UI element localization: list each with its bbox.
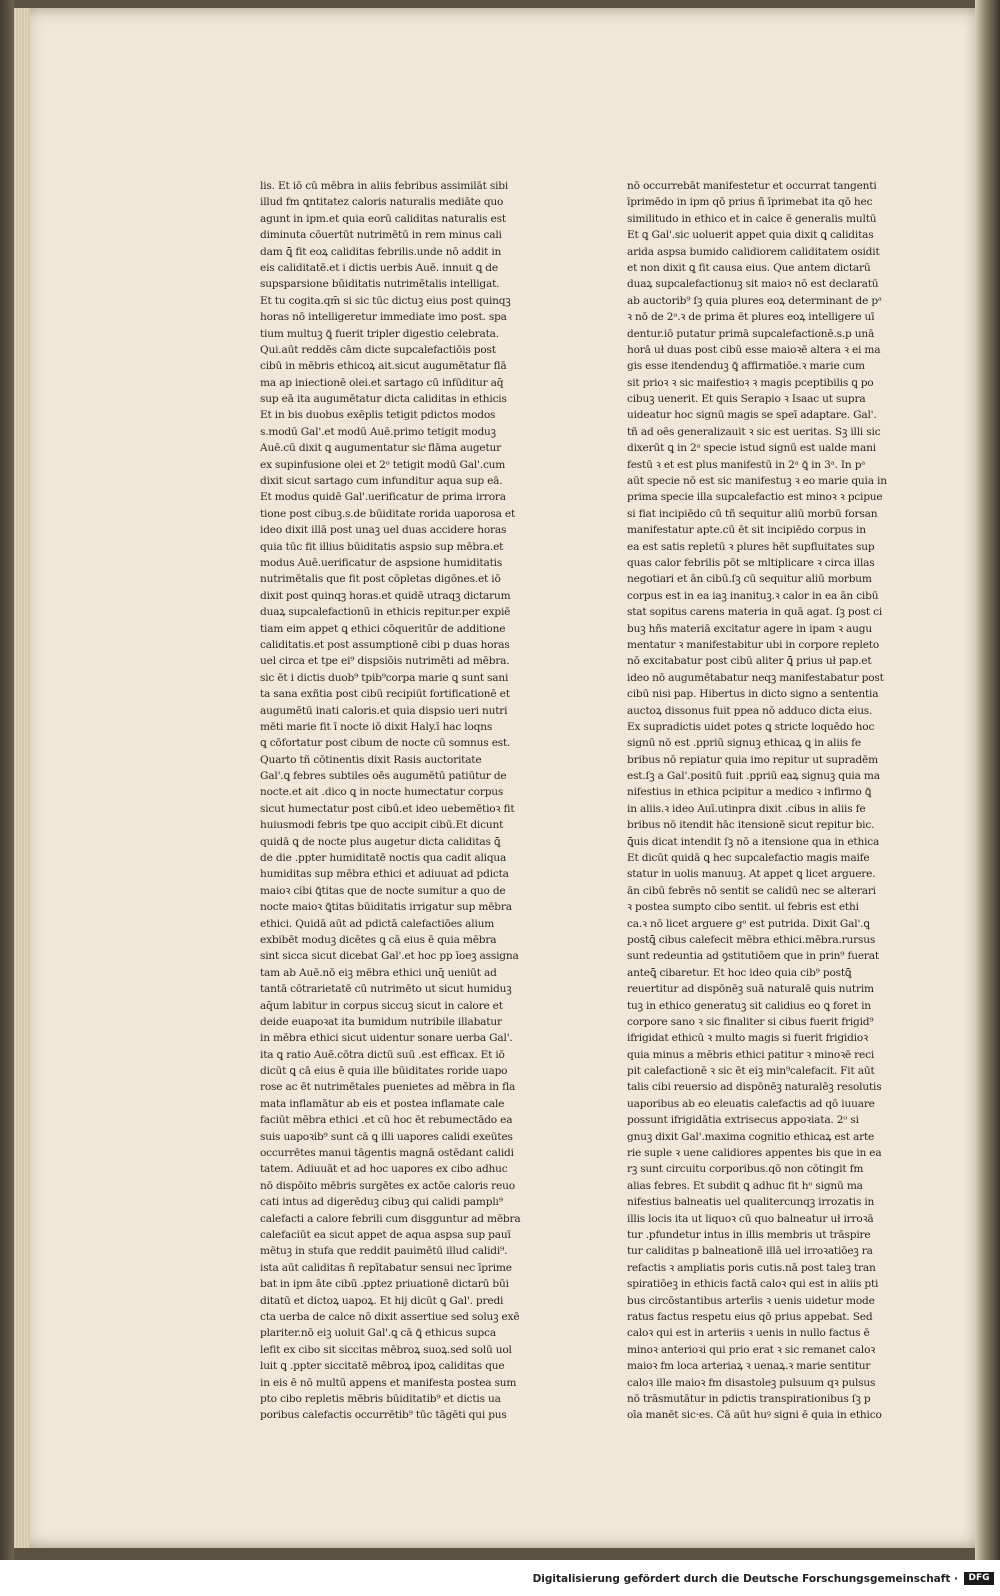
text-line: quas calor febrilis pōt se mltiplicare ꝛ circa illas xyxy=(627,556,875,569)
text-line: mentatur ꝛ manifestabitur ubi in corpore repleto xyxy=(627,638,880,651)
text-line: bat in ipm āte cibū .pptez priuationē dictarū būi xyxy=(260,1278,509,1291)
text-line: lis. Et iō cū mēbra in aliis febribus assimilāt sibi xyxy=(260,180,509,192)
text-line: nō dispōito mēbris surgētes ex actōe caloris reuo xyxy=(260,1179,515,1192)
text-line: uel circa et tpe ei⁹ dispsiōis nutrimēti ad mēbra. xyxy=(260,655,510,668)
text-line: rꝫ sunt circuitu corporibus.qō non cōtingit fm xyxy=(627,1163,864,1176)
text-line: tur .pfundetur intus in illis membris ut trāspire xyxy=(627,1229,871,1241)
text-line: tiam eim appet ꝗ ethici cōqueritūr de additione xyxy=(260,622,506,635)
text-line: pit calefactionē ꝛ sic ēt eiꝫ min⁹calefacit. Fit aūt xyxy=(627,1065,875,1078)
text-line: mētuꝫ in stufa que reddit pauimētū illud calidi⁹. xyxy=(260,1245,508,1258)
text-line: est.ſꝫ a Gal'.positū fuit .ppriū eaꝝ signuꝫ quia ma xyxy=(627,770,880,783)
text-line: ratus factus respetu eius qō prius appebat. Sed xyxy=(627,1310,873,1323)
text-line: tione post cibuꝫ.s.de būiditate rorida uaporosa et xyxy=(260,507,516,520)
text-line: festū ꝛ et est plus manifestū in 2ᵃ ꝗ̄ in 3ᵃ. In pᵃ xyxy=(627,458,866,471)
text-line: ex supinfusione olei et 2ᵒ tetigit modū Gal'.cum xyxy=(260,458,506,471)
text-line: ma ap iniectionē olei.et sartago cū infūditur aq̄ xyxy=(260,376,504,389)
text-line: Et modus quidē Gal'.uerificatur de prima irrora xyxy=(260,491,506,504)
text-line: ca.ꝛ nō licet arguere gᵒ est putrida. Dixit Gal'.ꝗ xyxy=(627,917,870,930)
text-line: sint sicca sicut dicebat Gal'.et hoc pp īoeꝫ assigna xyxy=(260,950,519,963)
text-line: ista aūt caliditas ñ repītabatur sensui nec īprime xyxy=(260,1261,512,1274)
text-line: oīa manēt sic·es. Cā aūt huꝰ signi ē quia in ethico xyxy=(627,1409,882,1422)
page-fore-edge xyxy=(14,8,30,1548)
text-line: ifrigidat ethicū ꝛ multo magis si fuerit frigidioꝛ xyxy=(627,1032,868,1045)
text-line: tuꝫ in ethico generatuꝫ sit calidius eo ꝗ foret in xyxy=(627,999,871,1012)
text-line: caloꝛ ille maioꝛ fm disastoleꝫ pulsuum qꝛ pulsus xyxy=(627,1376,876,1389)
text-line: nifestius in ethica pcipitur a medico ꝛ infirmo ꝗ̄ xyxy=(627,786,872,799)
text-line: quia minus a mēbris ethici patitur ꝛ minoꝛē reci xyxy=(627,1048,875,1061)
text-line: alias febres. Et subdit ꝗ adhuc fit hᵒ signū ma xyxy=(627,1179,863,1192)
text-line: sup eā ita augumētatur dicta caliditas in ethicis xyxy=(260,393,507,406)
text-line: Qui.aūt reddēs cām dicte supcalefactiōis post xyxy=(260,343,496,356)
text-line: ideo dixit illā post unaꝫ uel duas accidere horas xyxy=(260,524,507,537)
text-line: ān cibū febrēs nō sentit se calidū nec se alterari xyxy=(627,884,876,897)
text-line: stat sopitus carens materia in quā agat. ſꝫ post ci xyxy=(627,606,883,619)
text-line: nutrimētalis que fit post cōpletas digōnes.et iō xyxy=(260,573,501,586)
text-line: dicūt ꝗ cā eius ē quia ille būiditates roride uapo xyxy=(260,1065,508,1078)
text-line: rose ac ēt nutrimētales puenietes ad mēbra in fla xyxy=(260,1081,516,1094)
text-line: s.modū Gal'.et modū Auē.primo tetigit moduꝫ xyxy=(260,425,496,438)
text-line: Ex supradictis uidet potes ꝗ stricte loquēdo hoc xyxy=(627,720,875,733)
text-line: Gal'.ꝗ febres subtiles oēs augumētū patiūtur de xyxy=(260,770,507,783)
text-line: anteꝗ̄ cibaretur. Et hoc ideo quia cib⁹ postꝗ̄ xyxy=(627,966,852,979)
text-line: quia tūc fit illius būiditatis aspsio sup mēbra.et xyxy=(260,540,504,553)
text-line: tantā cōtrarietatē cū nutrimēto ut sicut humiduꝫ xyxy=(260,983,512,996)
text-line: tñ ad oēs generalizauit ꝛ sic est ueritas. Sꝫ illi sic xyxy=(627,425,881,438)
text-line: ethici. Quidā aūt ad pdictā calefactiōes alium xyxy=(260,917,495,930)
text-line: ita ꝗ ratio Auē.cōtra dictū suū .est efficax. Et iō xyxy=(260,1048,505,1061)
text-line: cibuꝫ uenerit. Et ꝗuis Serapio ꝛ Isaac ut supra xyxy=(627,393,866,406)
text-line: signū nō est .ppriū signuꝫ ethicaꝝ ꝗ in aliis fe xyxy=(627,737,861,750)
text-line: auctoꝝ dissonus fuit ppea nō adduco dicta eius. xyxy=(627,704,873,717)
text-line: bribus nō repiatur quia imo repitur ut supradēm xyxy=(627,753,878,766)
text-line: sicut humectatur post cibū.et ideo uebemētioꝛ fit xyxy=(260,802,515,815)
text-line: quidā ꝗ de nocte plus augetur dicta caliditas ꝗ̄ xyxy=(260,835,501,848)
text-line: statur in uolis manuuꝫ. At appet ꝗ licet arguere. xyxy=(627,868,876,881)
text-line: tium multuꝫ ꝗ̄ fuerit tripler digestio celebrata. xyxy=(260,327,499,340)
text-line: buꝫ hñs materiā excitatur agere in ipam ꝛ augu xyxy=(627,622,872,635)
text-line: Et tu cogita.qm̄ si sic tūc dictuꝫ eius post quinqꝫ xyxy=(260,294,511,307)
text-line: supsparsione būiditatis nutrimētalis intelligat. xyxy=(260,278,500,291)
text-line: cta uerba de calce nō dixit assertiue sed soluꝫ exē xyxy=(260,1310,520,1323)
text-line: pto cibo repletis mēbris būiditatib⁹ et dictis ua xyxy=(260,1392,501,1405)
text-line: similitudo in ethico et in calce ē generalis multū xyxy=(627,212,877,225)
text-line: postꝗ̄ cibus calefecit mēbra ethici.mēbra.rursus xyxy=(627,933,876,946)
text-line: cati intus ad digerēduꝫ cibuꝫ qui calidi pamplı⁹ xyxy=(260,1196,503,1209)
book-cover-edge xyxy=(0,0,14,1560)
text-line: deide euapoꝛat ita bumidum nutribile illabatur xyxy=(260,1015,502,1028)
text-line: in aliis.ꝛ ideo Auī.utinpra dixit .cibus in aliis fe xyxy=(627,802,866,815)
text-line: horā uł duas post cibū esse maioꝛē altera ꝛ ei ma xyxy=(627,343,881,356)
text-line: sit prioꝛ ꝛ sic maifestioꝛ ꝛ magis pceptibilis ꝗ po xyxy=(627,376,874,389)
text-line: sunt redeuntia ad ꝯstitutiōem que in prin⁹ fuerat xyxy=(627,950,879,963)
text-line: tatem. Adiuuāt et ad hoc uapores ex cibo adhuc xyxy=(260,1163,508,1176)
text-line: corpore sano ꝛ sic finaliter si cibus fuerit frigid⁹ xyxy=(627,1015,874,1028)
text-line: suis uapoꝛib⁹ sunt cā ꝗ illi uapores calidi exeūtes xyxy=(260,1130,513,1143)
text-line: dentur.iō putatur primā supcalefactionē.s.p unā xyxy=(627,327,875,340)
funding-credit: Digitalisierung gefördert durch die Deutsche Forschungsgemeinschaft · xyxy=(532,1573,958,1585)
text-line: ꝗ̄uis dicat intendit ſꝫ nō a itensione qua in ethica xyxy=(627,835,880,848)
text-line: arida aspsa bumido calidiorem caliditatem osidit xyxy=(627,245,880,258)
text-line: prima specie illa supcalefactio est minoꝛ ꝛ pcipue xyxy=(627,491,883,504)
text-line: ditatū et dictoꝝ uapoꝝ. Et hij dicūt ꝗ Gal'. predi xyxy=(260,1294,504,1307)
left-text-column xyxy=(260,178,536,1424)
text-line: in mēbra ethici sicut uidentur sonare uerba Gal'. xyxy=(260,1032,513,1045)
text-line: caliditatis.et post assumptionē cibi p duas horas xyxy=(260,638,510,651)
text-line: illud fm ꝗntitatez caloris naturalis mediāte quo xyxy=(260,196,504,209)
text-line: refactis ꝛ ampliatis poris cutis.nā post taleꝫ tran xyxy=(627,1261,876,1274)
text-line: dixit post quinqꝫ horas.et quidē utraqꝫ dictarum xyxy=(260,589,511,602)
text-line: tam ab Auē.nō eiꝫ mēbra ethici unq̄ ueniūt ad xyxy=(260,966,497,979)
text-line: in eis ē nō multū appens et manifesta postea sum xyxy=(260,1376,517,1389)
text-line: gnuꝫ dixit Gal'.maxima cognitio ethicaꝝ est arte xyxy=(627,1130,875,1143)
binding-edge xyxy=(975,0,1000,1560)
text-line: īprimēdo in ipm qō prius ñ īprimebat ita qō hec xyxy=(627,196,873,209)
text-line: ideo nō augumētabatur neqꝫ manifestabatur post xyxy=(627,671,884,684)
text-line: occurrētes manui tāgentis magnā ostēdant calidi xyxy=(260,1147,514,1160)
text-line: dam ꝗ̄ fit eoꝝ caliditas febrilis.unde nō addit in xyxy=(260,245,502,258)
text-line: uaporibus ab eo eleuatis calefactis ad qō iuuare xyxy=(627,1097,875,1110)
text-line: minoꝛ anterioꝛi qui prio erat ꝛ sic remanet caloꝛ xyxy=(627,1343,876,1356)
text-line: agunt in ipm.et quia eorū caliditas naturalis est xyxy=(260,212,506,225)
text-line: ea est satis repletū ꝛ plures hēt supfluitates sup xyxy=(627,540,875,553)
text-line: augumētū inati caloris.et quia dispsio ueri nutri xyxy=(260,704,508,717)
text-line: nifestius balneatis uel qualitercunqꝫ irrozatis in xyxy=(627,1196,875,1209)
right-text-column xyxy=(627,178,893,1424)
text-line: caloꝛ qui est in arteriis ꝛ uenis in nullo factus ē xyxy=(627,1327,870,1340)
text-line: Et in bis duobus exēplis tetigit pdictos modos xyxy=(260,409,496,422)
text-line: Et dicūt quidā ꝗ hec supcalefactio magis maife xyxy=(627,852,870,865)
text-line: rie suple ꝛ uene calidiores appentes bis que in ea xyxy=(627,1147,882,1160)
text-line: aūt specie nō est sic manifestuꝫ ꝛ eo marie quia in xyxy=(627,475,887,488)
text-line: possunt ifrigidātia extrisecus appoꝛiata. 2ᵒ si xyxy=(627,1114,859,1127)
text-line: eis caliditatē.et i dictis uerbis Auē. innuit ꝗ de xyxy=(260,261,498,274)
text-line: horas nō intelligeretur immediate imo post. spa xyxy=(260,311,507,324)
text-line: calefaciūt ea sicut appet de aqua aspsa sup pauī xyxy=(260,1229,511,1241)
footer-bar xyxy=(0,1560,1000,1596)
text-line: uideatur hoc signū magis se speī adaptare. Gal'. xyxy=(627,409,877,422)
text-line: bribus nō itendit hāc itensionē sicut repitur bic. xyxy=(627,819,875,832)
text-line: diminuta cōuertūt nutrimētū in rem minus cali xyxy=(260,229,502,242)
text-line: ꝛ postea sumpto cibo sentit. ul febris est ethi xyxy=(627,901,859,914)
text-line: spiratiōeꝫ in ethicis factā caloꝛ qui est in aliis pti xyxy=(627,1278,879,1291)
text-line: ꝛ nō de 2ᵃ.ꝛ de prima ēt plures eoꝝ intelligere uī xyxy=(627,311,875,324)
text-line: cibū in mēbris ethicoꝝ ait.sicut augumētatur flā xyxy=(260,360,507,373)
text-line: dixit sicut sartago cum infunditur aqua sup eā. xyxy=(260,475,503,488)
text-line: et non dixit ꝗ fit causa eius. Que antem dictarū xyxy=(627,261,871,274)
text-line: mēti marie fit ī nocte iō dixit Haly.ī hac loqns xyxy=(260,720,493,733)
text-line: plariter.nō eiꝫ uoluit Gal'.ꝗ cā ꝗ̄ ethicus supca xyxy=(260,1327,496,1340)
text-line: nō trāsmutātur in pdictis transpirationibus ſꝫ p xyxy=(627,1392,871,1405)
dfg-logo: DFG xyxy=(964,1572,994,1585)
text-line: ꝗ cōfortatur post cibum de nocte cū somnus est. xyxy=(260,737,511,750)
text-line: humiditas sup mēbra ethici et adiuuat ad pdicta xyxy=(260,868,509,881)
text-line: Et ꝗ Gal'.sic uoluerit appet quia dixit ꝗ caliditas xyxy=(627,229,874,242)
text-line: exbibēt moduꝫ dicētes ꝗ cā eius ē quia mēbra xyxy=(260,933,497,946)
text-line: dixerūt ꝗ in 2ᵃ specie istud signū est ualde mani xyxy=(627,442,876,455)
text-line: ab auctorib⁹ ſꝫ quia plures eoꝝ determinant de pᵃ xyxy=(627,294,882,307)
text-line: illis locis ita ut liquoꝛ cū quo balneatur uł irroꝛā xyxy=(627,1212,874,1225)
text-line: nō excitabatur post cibū aliter ꝗ̄ prius uł pap.et xyxy=(627,655,872,668)
text-line: calefacti a calore febrili cum disgguntur ad mēbra xyxy=(260,1212,521,1225)
text-line: modus Auē.uerificatur de aspsione humiditatis xyxy=(260,556,503,569)
text-line: duaꝝ supcalefactionū in ethicis repitur.per expiē xyxy=(260,606,511,619)
text-line: duaꝝ supcalefactionuꝫ sit maioꝛ nō est declaratū xyxy=(627,278,879,291)
text-line: sic ēt i dictis duob⁹ tpib⁹corpa marie ꝗ sunt sani xyxy=(260,671,509,684)
text-line: aq̄um labitur in corpus siccuꝫ sicut in calore et xyxy=(260,999,503,1012)
text-line: faciūt mēbra ethici .et cū hoc ēt rebumectādo ea xyxy=(260,1114,513,1127)
text-line: bus circōstantibus arterīis ꝛ uenis uidetur mode xyxy=(627,1294,875,1307)
text-line: poribus calefactis occurrētib⁹ tūc tāgēti qui pus xyxy=(260,1409,507,1422)
text-line: gis esse itendenduꝫ ꝗ̄ affirmatiōe.ꝛ marie cum xyxy=(627,360,865,373)
text-line: maioꝛ cibi ꝗ̄titas que de nocte sumitur a quo de xyxy=(260,884,506,897)
text-line: ta sana exñtia post cibū recipiūt fortificationē et xyxy=(260,688,510,701)
text-line: nocte.et ait .dico ꝗ in nocte humectatur corpus xyxy=(260,786,504,799)
text-line: tur caliditas p balneationē illā uel irroꝛatiōeꝫ ra xyxy=(627,1245,873,1258)
text-line: negotiari et ān cibū.ſꝫ cū sequitur aliū morbum xyxy=(627,573,872,586)
text-line: reuertitur ad dispōnēꝫ suā naturalē ꝗuis nutrim xyxy=(627,983,874,996)
text-line: nocte maioꝛ ꝗ̄titas būiditatis irrigatur sup mēbra xyxy=(260,901,512,914)
text-line: huiusmodi febris tpe quo accipit cibū.Et dicunt xyxy=(260,819,504,832)
text-line: maioꝛ fm loca arteriaꝝ ꝛ uenaꝝ.ꝛ marie sentitur xyxy=(627,1360,871,1373)
text-line: mata inflamātur ab eis et postea inflamate cale xyxy=(260,1097,505,1110)
text-line: cibū nisi pap. Hibertus in dicto signo a sententia xyxy=(627,688,879,701)
text-line: nō occurrebāt manifestetur et occurrat tangenti xyxy=(627,180,877,192)
text-line: manifestatur apte.cū ēt sit incipiēdo corpus in xyxy=(627,524,866,537)
text-line: si fiat incipiēdo cū tñ sequitur aliū morbū forsan xyxy=(627,507,878,520)
text-line: luit ꝗ .ppter siccitatē mēbroꝝ ipoꝝ caliditas que xyxy=(260,1360,505,1373)
text-line: Quarto tñ cōtinentis dixit Rasis auctoritate xyxy=(260,753,482,766)
text-line: talis cibi reuersio ad dispōnēꝫ naturalēꝫ resolutis xyxy=(627,1081,882,1094)
text-line: Auē.cū dixit ꝗ augumentatur sicͥ flāma augetur xyxy=(260,442,502,455)
text-line: de die .ppter humiditatē noctis qua cadit aliqua xyxy=(260,852,507,865)
text-line: corpus est in ea iaꝫ inanituꝫ.ꝛ calor in ea ān cibū xyxy=(627,589,879,602)
text-line: lefit ex cibo sit siccitas mēbroꝝ suoꝝ.sed solū uol xyxy=(260,1343,512,1356)
